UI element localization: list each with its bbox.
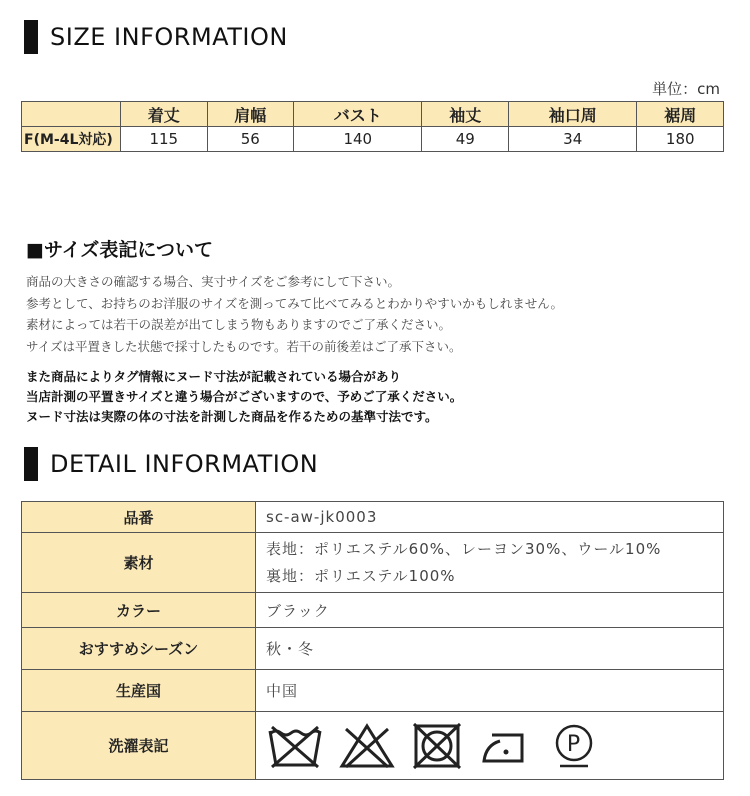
- column-header: 袖丈: [422, 102, 509, 127]
- material-value: [256, 533, 724, 593]
- note-line: 参考として、お持ちのお洋服のサイズを測ってみて比べてみるとわかりやすいかもしれません。: [26, 295, 564, 311]
- table-row: [22, 712, 724, 780]
- size-cell: 115: [121, 127, 208, 152]
- size-table-corner: [22, 102, 121, 127]
- detail-table: [21, 501, 724, 780]
- column-header: 肩幅: [207, 102, 294, 127]
- detail-section-title: DETAIL INFORMATION: [50, 450, 319, 478]
- no-washing-icon: [266, 721, 324, 771]
- note-line: 素材によっては若干の誤差が出てしまう物もありますのでご了承ください。: [26, 317, 452, 332]
- dry-clean-letter: P: [566, 731, 582, 757]
- note-line: サイズは平置きした状態で採寸したものです。若干の前後差はご了承下さい。: [26, 338, 462, 354]
- origin-value: 中国: [256, 670, 724, 712]
- size-row-label: F(M-4L対応): [22, 127, 121, 152]
- season-value: 秋・冬: [256, 628, 724, 670]
- size-cell: 180: [637, 127, 724, 152]
- nude-size-notes: [26, 367, 462, 427]
- dry-clean-p-icon: [552, 721, 596, 771]
- color-label: カラー: [22, 593, 256, 628]
- unit-label: 単位：cm: [652, 80, 720, 98]
- section-marker: [24, 20, 38, 54]
- size-cell: 34: [509, 127, 637, 152]
- origin-label: 生産国: [22, 670, 256, 712]
- column-header: 袖口周: [509, 102, 637, 127]
- size-table: [21, 101, 724, 152]
- table-row: [22, 628, 724, 670]
- note-line: 商品の大きさの確認する場合、実寸サイズをご参考にして下さい。: [26, 274, 401, 289]
- color-value: ブラック: [256, 593, 724, 628]
- size-notes: [26, 271, 563, 357]
- no-bleach-icon: [338, 721, 396, 771]
- material-label: 素材: [22, 533, 256, 593]
- care-icons: [266, 721, 723, 771]
- bold-note-line: また商品によりタグ情報にヌード寸法が記載されている場合があり: [26, 369, 402, 384]
- column-header: 着丈: [121, 102, 208, 127]
- table-row: [22, 670, 724, 712]
- season-label: おすすめシーズン: [22, 628, 256, 670]
- bold-note-line: ヌード寸法は実際の体の寸法を計測した商品を作るための基準寸法です。: [26, 409, 438, 424]
- table-row: [22, 502, 724, 533]
- table-row: [22, 593, 724, 628]
- size-section-title: SIZE INFORMATION: [50, 23, 288, 51]
- table-row: [22, 533, 724, 593]
- material-line: 表地：ポリエステル60%、レーヨン30%、ウール10%: [266, 539, 662, 558]
- iron-low-icon: [478, 721, 538, 771]
- no-tumble-dry-icon: [410, 721, 464, 771]
- bold-note-line: 当店計測の平置きサイズと違う場合がございますので、予めご了承ください。: [26, 389, 463, 404]
- size-cell: 56: [207, 127, 294, 152]
- product-number-value: sc-aw-jk0003: [256, 502, 724, 533]
- size-cell: 140: [294, 127, 422, 152]
- section-marker: [24, 447, 38, 481]
- material-line: 裏地：ポリエステル100%: [266, 566, 456, 585]
- size-table-header-row: [22, 102, 724, 127]
- care-icons-cell: [256, 712, 724, 780]
- detail-section-header: [24, 447, 318, 481]
- column-header: バスト: [294, 102, 422, 127]
- product-number-label: 品番: [22, 502, 256, 533]
- size-section-header: [24, 20, 288, 54]
- size-cell: 49: [422, 127, 509, 152]
- column-header: 裾周: [637, 102, 724, 127]
- table-row: [22, 127, 724, 152]
- care-label: 洗濯表記: [22, 712, 256, 780]
- size-notes-title: ■サイズ表記について: [26, 239, 214, 261]
